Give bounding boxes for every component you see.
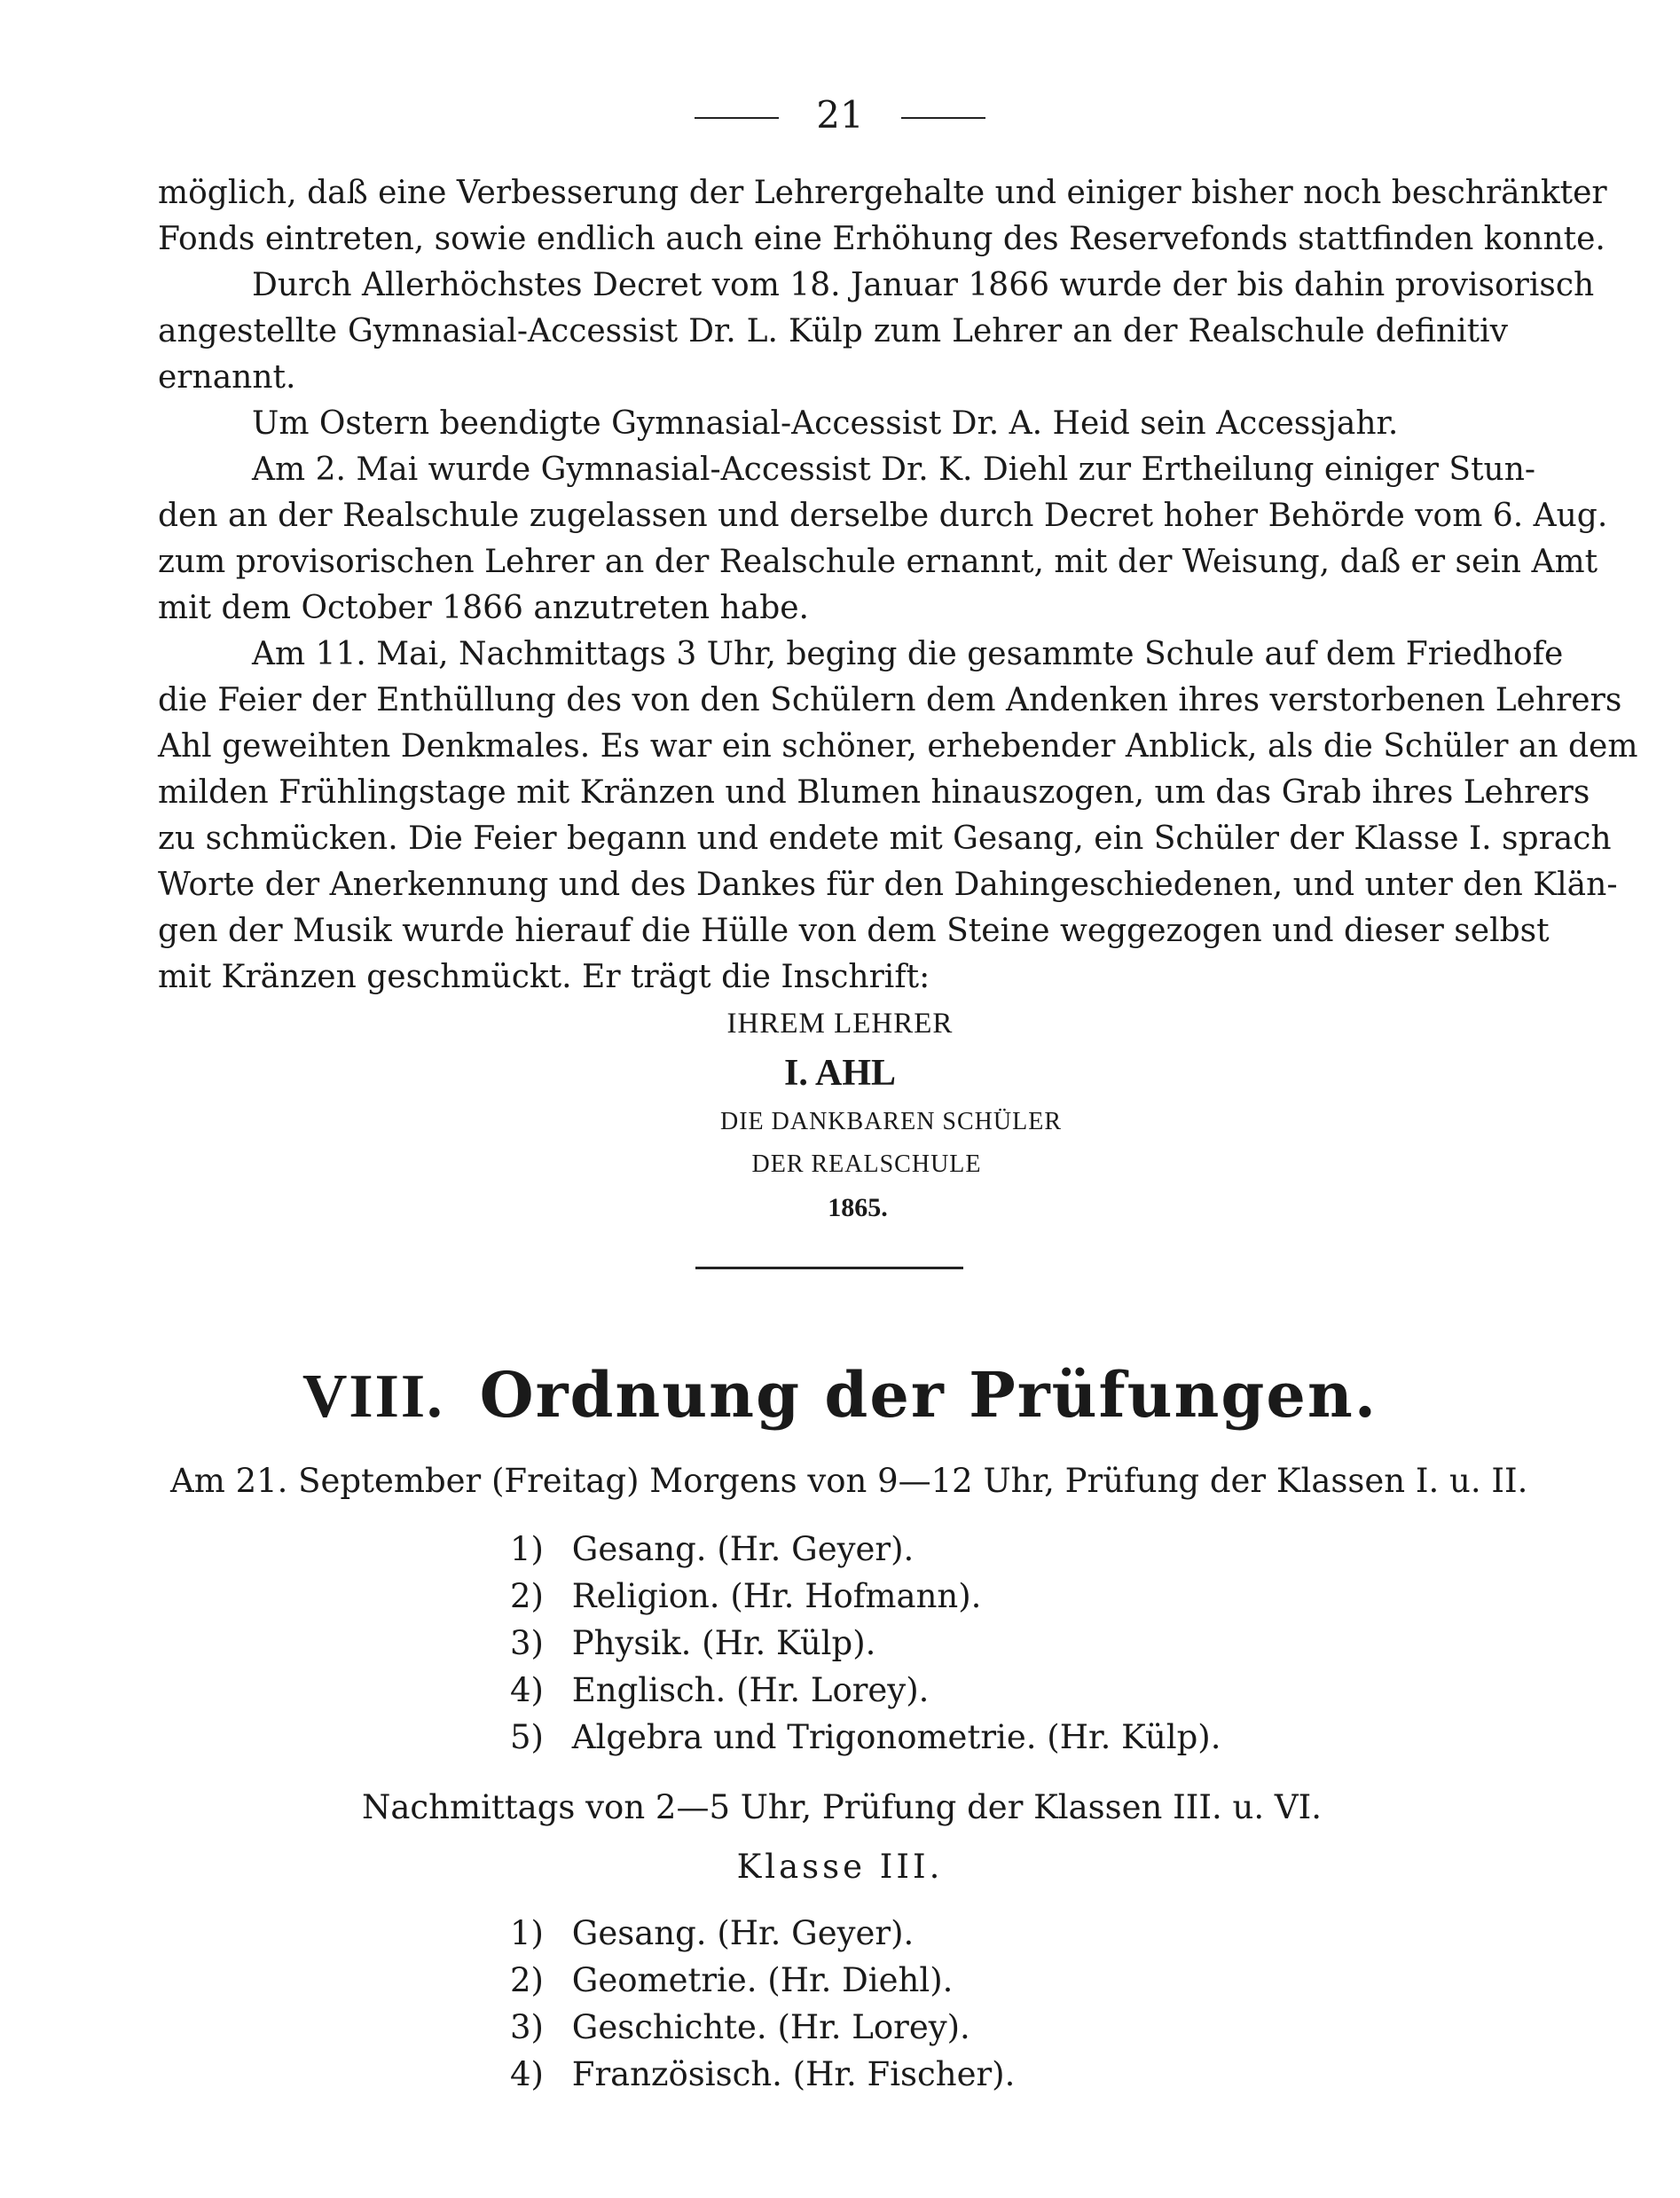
text-line: Durch Allerhöchstes Decret vom 18. Januar 1866 wurde der bis dahin provisorisch <box>252 267 1595 303</box>
text-line: möglich, daß eine Verbesserung der Lehrergehalte und einiger bisher noch beschränkter <box>158 175 1607 211</box>
header-rule-right <box>901 117 985 119</box>
text-line: milden Frühlingstage mit Kränzen und Blumen hinauszogen, um das Grab ihres Lehrers <box>158 774 1590 811</box>
item-teacher: (Hr. Külp). <box>1047 1718 1221 1756</box>
list-item <box>510 1910 1015 1957</box>
item-subject: Physik. <box>571 1624 692 1662</box>
text-line: angestellte Gymnasial-Accessist Dr. L. Külp zum Lehrer an der Realschule definitiv <box>158 313 1508 349</box>
body-text <box>158 170 1638 1001</box>
list-item <box>510 1620 1221 1667</box>
item-number: 3) <box>510 1624 544 1662</box>
morning-exam-list <box>510 1526 1221 1761</box>
list-item <box>510 1526 1221 1573</box>
exam-schedule-morning: Am 21. September (Freitag) Morgens von 9—12 Uhr, Prüfung der Klassen I. u. II. <box>170 1462 1528 1500</box>
item-number: 4) <box>510 1671 544 1709</box>
text-line: Am 11. Mai, Nachmittags 3 Uhr, beging die gesammte Schule auf dem Friedhofe <box>252 636 1564 672</box>
inscription-line: IHREM LEHRER <box>726 1008 954 1040</box>
section-heading <box>0 1355 1680 1437</box>
item-number: 3) <box>510 2008 544 2046</box>
item-teacher: (Hr. Geyer). <box>717 1530 915 1568</box>
item-subject: Englisch. <box>571 1671 726 1709</box>
item-subject: Religion. <box>571 1577 720 1615</box>
item-subject: Algebra und Trigonometrie. <box>571 1718 1037 1756</box>
header-rule-left <box>695 117 779 119</box>
section-title: Ordnung der Prüfungen. <box>479 1358 1378 1432</box>
text-line: zum provisorischen Lehrer an der Realschule ernannt, mit der Weisung, daß er sein Amt <box>158 544 1598 580</box>
list-item <box>510 1957 1015 2004</box>
text-line: Fonds eintreten, sowie endlich auch eine Erhöhung des Reservefonds stattfinden konnte. <box>158 221 1605 257</box>
text-line: den an der Realschule zugelassen und derselbe durch Decret hoher Behörde vom 6. Aug. <box>158 498 1608 534</box>
item-number: 2) <box>510 1577 544 1615</box>
text-line: gen der Musik wurde hierauf die Hülle von dem Steine weggezogen und dieser selbst <box>158 913 1550 949</box>
list-item <box>510 1714 1221 1761</box>
list-item <box>510 2004 1015 2051</box>
item-subject: Gesang. <box>571 1914 707 1952</box>
text-line: mit Kränzen geschmückt. Er trägt die Inschrift: <box>158 959 930 995</box>
text-line: Am 2. Mai wurde Gymnasial-Accessist Dr. K. Diehl zur Ertheilung einiger Stun- <box>252 451 1536 488</box>
exam-schedule-afternoon: Nachmittags von 2—5 Uhr, Prüfung der Klassen III. u. VI. <box>362 1788 1322 1826</box>
inscription-year: 1865. <box>828 1193 888 1222</box>
section-divider <box>695 1267 963 1269</box>
item-teacher: (Hr. Hofmann). <box>730 1577 982 1615</box>
afternoon-exam-list <box>510 1910 1015 2098</box>
item-subject: Gesang. <box>571 1530 707 1568</box>
item-number: 5) <box>510 1718 544 1756</box>
item-subject: Geometrie. <box>571 1961 758 1999</box>
item-teacher: (Hr. Diehl). <box>767 1961 954 1999</box>
inscription-line: DIE DANKBAREN SCHÜLER <box>720 1108 1062 1135</box>
item-teacher: (Hr. Lorey). <box>777 2008 970 2046</box>
monument-inscription <box>0 1001 1680 1231</box>
text-line: Um Ostern beendigte Gymnasial-Accessist Dr. A. Heid sein Accessjahr. <box>252 405 1399 442</box>
item-teacher: (Hr. Külp). <box>702 1624 876 1662</box>
page-header <box>0 89 1680 142</box>
page-number: 21 <box>816 93 864 137</box>
list-item <box>510 2051 1015 2098</box>
text-line: Worte der Anerkennung und des Dankes für den Dahingeschiedenen, und unter den Klän- <box>158 867 1618 903</box>
item-subject: Französisch. <box>571 2055 782 2093</box>
section-number: VIII. <box>302 1362 444 1431</box>
text-line: Ahl geweihten Denkmales. Es war ein schöner, erhebender Anblick, als die Schüler an dem <box>158 728 1638 765</box>
inscription-line: DER REALSCHULE <box>751 1150 982 1178</box>
class-heading: Klasse III. <box>736 1848 944 1886</box>
item-number: 2) <box>510 1961 544 1999</box>
item-teacher: (Hr. Lorey). <box>736 1671 930 1709</box>
text-line: die Feier der Enthüllung des von den Schülern dem Andenken ihres verstorbenen Lehrers <box>158 682 1622 718</box>
text-line: mit dem October 1866 anzutreten habe. <box>158 590 809 626</box>
item-number: 1) <box>510 1914 544 1952</box>
text-line: ernannt. <box>158 359 296 396</box>
item-teacher: (Hr. Fischer). <box>792 2055 1016 2093</box>
list-item <box>510 1667 1221 1714</box>
item-subject: Geschichte. <box>571 2008 767 2046</box>
list-item <box>510 1573 1221 1620</box>
inscription-name: I. AHL <box>783 1053 897 1094</box>
text-line: zu schmücken. Die Feier begann und endete mit Gesang, ein Schüler der Klasse I. sprach <box>158 820 1612 857</box>
item-teacher: (Hr. Geyer). <box>717 1914 915 1952</box>
item-number: 4) <box>510 2055 544 2093</box>
item-number: 1) <box>510 1530 544 1568</box>
